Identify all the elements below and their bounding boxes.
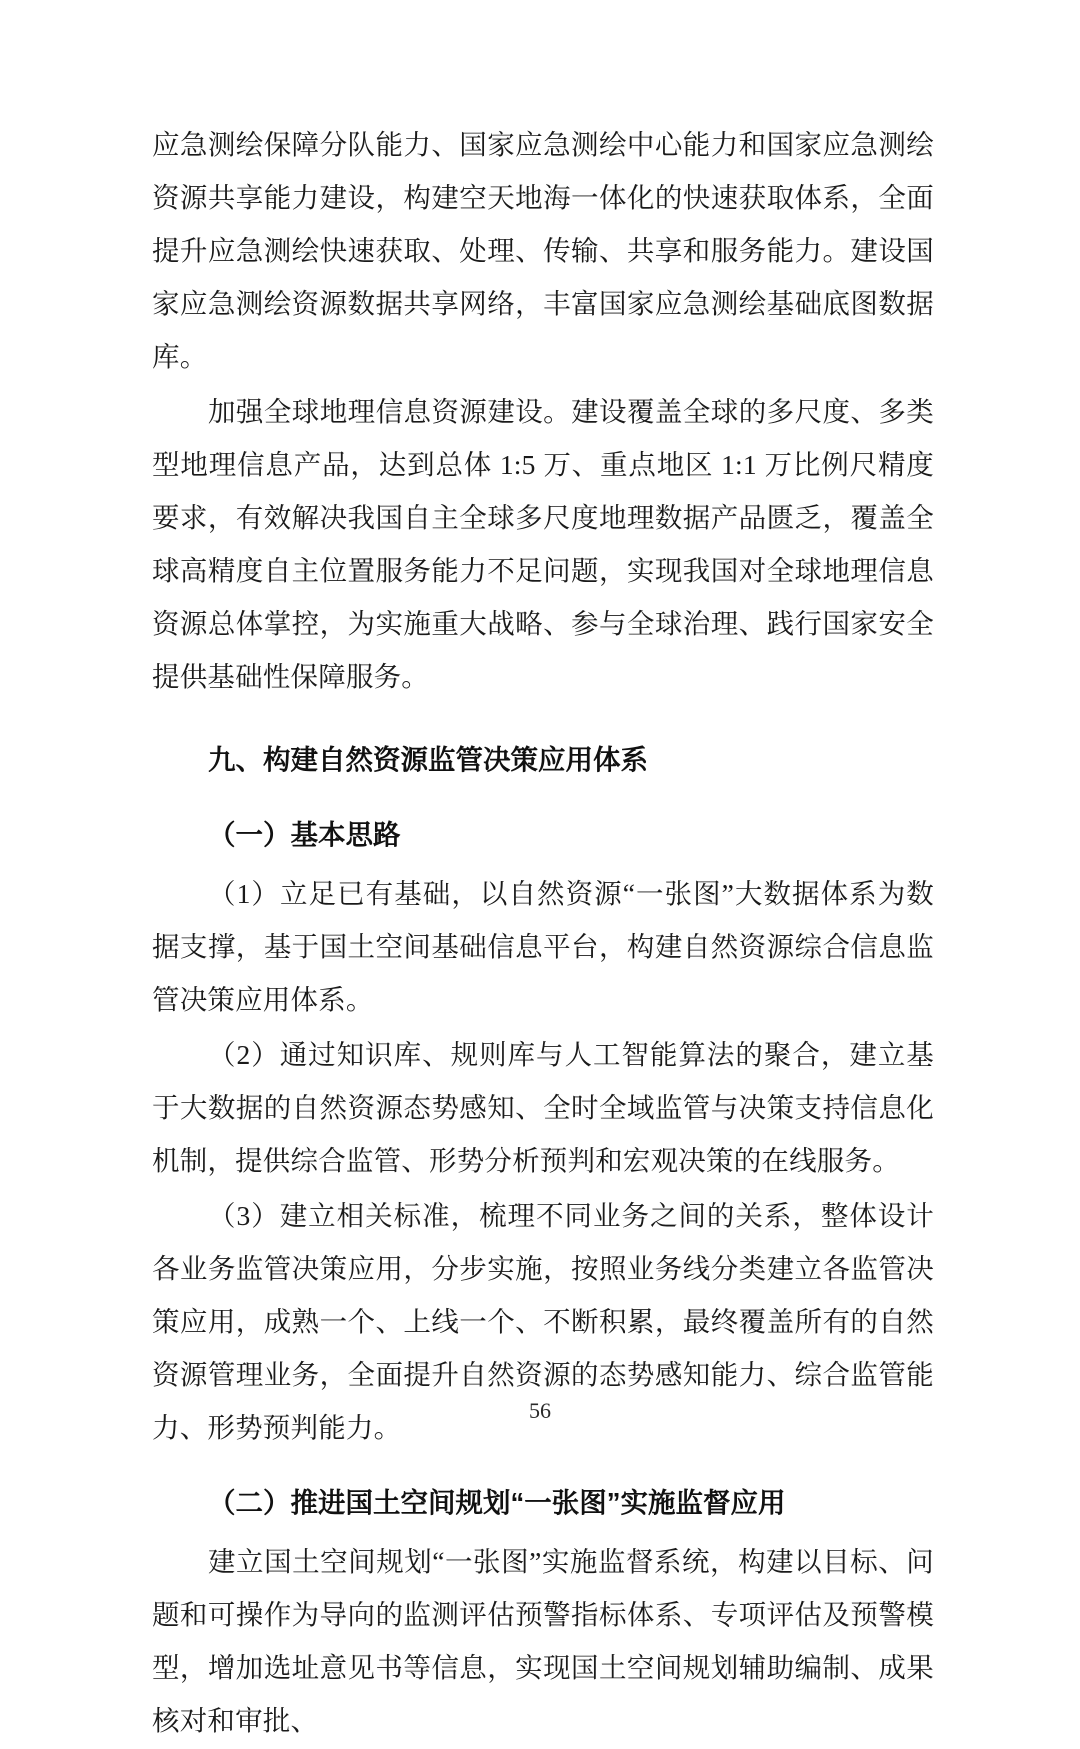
- paragraph-item-2: （2）通过知识库、规则库与人工智能算法的聚合，建立基于大数据的自然资源态势感知、全时全域监管与决策支持信息化机制，提供综合监管、形势分析预判和宏观决策的在线服务。: [152, 1039, 934, 1176]
- paragraph-global-geoinfo: 加强全球地理信息资源建设。建设覆盖全球的多尺度、多类型地理信息产品，达到总体 1:5 万、重点地区 1:1 万比例尺精度要求，有效解决我国自主全球多尺度地理数据产品匮乏，覆盖全球高精度自主位置服务能力不足问题，实现我国对全球地理信息资源总体掌控，为实施重大战略、参与全球治理、践行国家安全提供基础性保障服务。: [152, 396, 934, 692]
- document-body: [152, 118, 934, 1749]
- paragraph-plan-supervision-system: 建立国土空间规划“一张图”实施监督系统，构建以目标、问题和可操作为导向的监测评估预警指标体系、专项评估及预警模型，增加选址意见书等信息，实现国土空间规划辅助编制、成果核对和审批、: [152, 1546, 934, 1736]
- sub-heading-basic-approach: （一）基本思路: [208, 819, 401, 850]
- page-number: 56: [529, 1398, 551, 1423]
- section-heading-nine: 九、构建自然资源监管决策应用体系: [208, 744, 648, 775]
- paragraph-emergency-surveying: 应急测绘保障分队能力、国家应急测绘中心能力和国家应急测绘资源共享能力建设，构建空天地海一体化的快速获取体系，全面提升应急测绘快速获取、处理、传输、共享和服务能力。建设国家应急测绘资源数据共享网络，丰富国家应急测绘基础底图数据库。: [152, 129, 934, 372]
- sub-heading-territorial-plan-supervision: （二）推进国土空间规划“一张图”实施监督应用: [208, 1487, 786, 1518]
- paragraph-item-3: （3）建立相关标准，梳理不同业务之间的关系，整体设计各业务监管决策应用，分步实施，按照业务线分类建立各监管决策应用，成熟一个、上线一个、不断积累，最终覆盖所有的自然资源管理业务，全面提升自然资源的态势感知能力、综合监管能力、形势预判能力。: [152, 1200, 934, 1443]
- paragraph-item-1: （1）立足已有基础，以自然资源“一张图”大数据体系为数据支撑，基于国土空间基础信息平台，构建自然资源综合信息监管决策应用体系。: [152, 878, 934, 1015]
